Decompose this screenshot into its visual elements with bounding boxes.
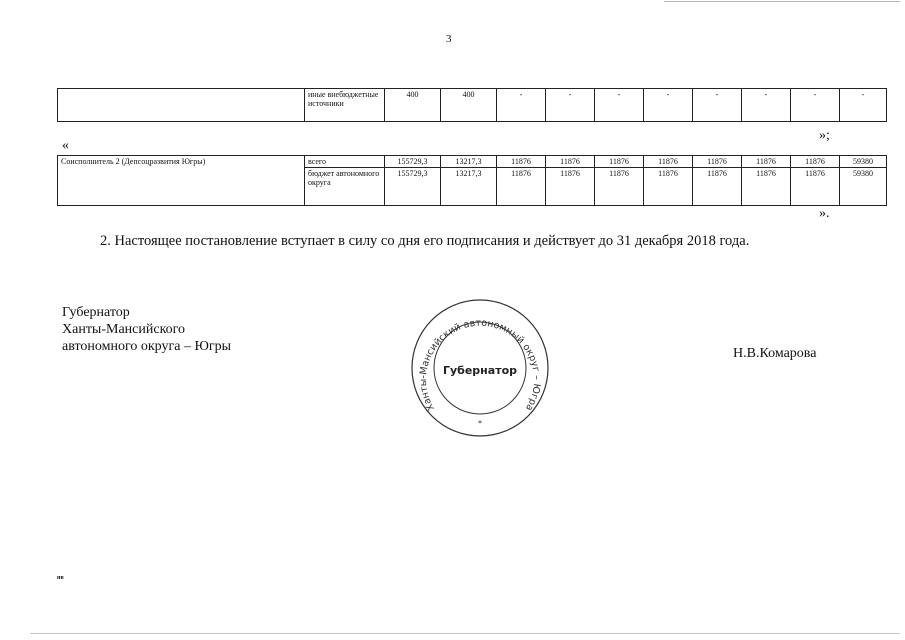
- seal-center-text: Губернатор: [442, 364, 518, 377]
- table-cell-value: -: [791, 89, 840, 122]
- table-cell-value: -: [840, 89, 887, 122]
- table-cell-value: 11876: [546, 168, 595, 206]
- table-row: [58, 156, 887, 168]
- financing-table-top: [57, 88, 887, 122]
- quote-close: ».: [819, 206, 830, 221]
- quote-open: «: [62, 138, 69, 153]
- signature-title-line: Губернатор: [62, 305, 130, 320]
- table-cell-value: 155729,3: [385, 168, 441, 206]
- table-cell-value: -: [644, 89, 693, 122]
- scan-edge-top: [664, 1, 900, 2]
- table-cell-value: 59380: [840, 156, 887, 168]
- table-cell-value: 11876: [742, 168, 791, 206]
- table-cell-value: 11876: [644, 156, 693, 168]
- table-cell-value: 11876: [693, 168, 742, 206]
- table-cell-value: 13217,3: [441, 168, 497, 206]
- table-cell-value: -: [693, 89, 742, 122]
- table-cell-value: 11876: [791, 156, 840, 168]
- table-cell-value: 11876: [791, 168, 840, 206]
- seal-ring-text: Ханты-Мансийский автономный округ – Югра: [417, 317, 543, 413]
- table-cell-value: -: [497, 89, 546, 122]
- table-cell-value: 59380: [840, 168, 887, 206]
- table-cell-value: 11876: [497, 168, 546, 206]
- table-cell-value: 400: [441, 89, 497, 122]
- quote-close: »;: [819, 128, 830, 143]
- table-cell-value: 11876: [742, 156, 791, 168]
- table-cell-source: бюджет автономного округа: [305, 168, 385, 206]
- table-row: [58, 89, 887, 122]
- table-cell-value: 155729,3: [385, 156, 441, 168]
- table-cell-name: [58, 89, 305, 122]
- table-cell-value: 400: [385, 89, 441, 122]
- signatory-name: Н.В.Комарова: [733, 346, 817, 361]
- table-cell-source: иные внебюджетные источники: [305, 89, 385, 122]
- footer-mark: нв: [57, 575, 64, 581]
- signature-title: [62, 304, 231, 355]
- signature-title-line: автономного округа – Югры: [62, 339, 231, 354]
- signature-title-line: Ханты-Мансийского: [62, 322, 186, 337]
- table-cell-value: 11876: [595, 168, 644, 206]
- page-number: 3: [446, 33, 452, 45]
- table-cell-value: 11876: [644, 168, 693, 206]
- table-cell-value: 11876: [546, 156, 595, 168]
- table-cell-source: всего: [305, 156, 385, 168]
- seal-star: *: [478, 419, 482, 428]
- table-cell-value: 11876: [595, 156, 644, 168]
- scan-edge-bottom: [30, 633, 900, 634]
- table-cell-value: 11876: [693, 156, 742, 168]
- table-cell-value: 11876: [497, 156, 546, 168]
- paragraph-2: 2. Настоящее постановление вступает в силу со дня его подписания и действует до 31 декабря 2018 года.: [100, 233, 750, 249]
- table-cell-value: -: [742, 89, 791, 122]
- table-cell-value: -: [595, 89, 644, 122]
- official-seal-stamp: [410, 298, 550, 438]
- table-cell-value: 13217,3: [441, 156, 497, 168]
- table-cell-name: Соисполнитель 2 (Депсоцразвития Югры): [58, 156, 305, 206]
- financing-table-coexecutor: [57, 155, 887, 206]
- table-cell-value: -: [546, 89, 595, 122]
